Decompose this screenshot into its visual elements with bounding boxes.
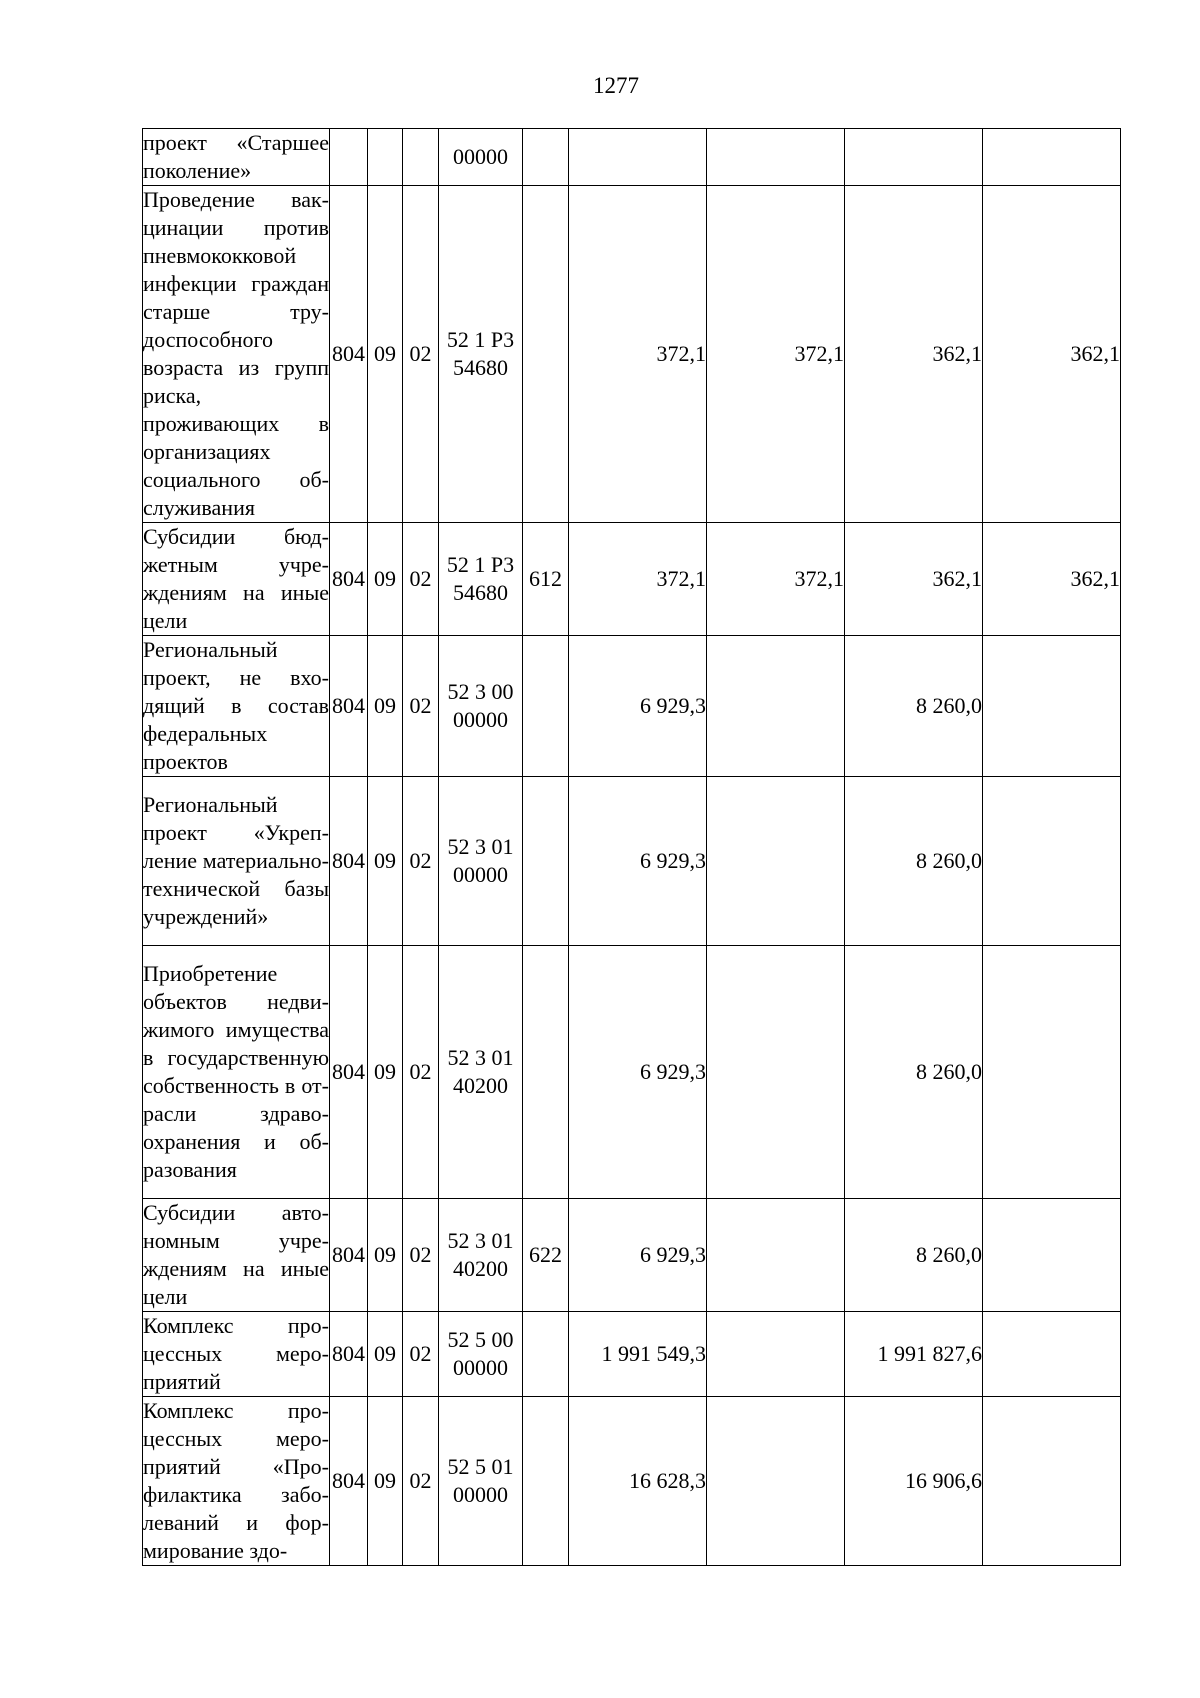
ministry-code-cell: 804 [330, 946, 368, 1199]
amount-cell-4 [983, 1397, 1121, 1566]
expense-type-cell [523, 1312, 569, 1397]
expense-type-cell [523, 636, 569, 777]
target-article-line: 52 1 Р3 [446, 327, 515, 352]
amount-cell-2: 372,1 [707, 186, 845, 523]
target-article-line: 54680 [453, 355, 508, 380]
table-row [143, 186, 1121, 523]
target-article-cell [439, 1397, 523, 1566]
expense-type-cell [523, 129, 569, 186]
row-name-cell: Приобретение объектов недвижимого имущества в государственную собственность в отрасли здравоохранения и образования [143, 946, 330, 1199]
ministry-code-cell: 804 [330, 1199, 368, 1312]
table-row [143, 946, 1121, 1199]
amount-cell-2: 372,1 [707, 523, 845, 636]
target-article-line: 40200 [453, 1256, 508, 1281]
amount-cell-3: 8 260,0 [845, 946, 983, 1199]
subsection-code-cell: 02 [403, 946, 439, 1199]
target-article-cell [439, 523, 523, 636]
target-article-line: 52 3 00 [447, 679, 514, 704]
amount-cell-1: 6 929,3 [569, 946, 707, 1199]
section-code-cell: 09 [368, 186, 403, 523]
amount-cell-1: 372,1 [569, 523, 707, 636]
amount-cell-4 [983, 777, 1121, 946]
subsection-code-cell: 02 [403, 636, 439, 777]
amount-cell-4 [983, 129, 1121, 186]
section-code-cell: 09 [368, 1199, 403, 1312]
expense-type-cell [523, 1397, 569, 1566]
amount-cell-4 [983, 946, 1121, 1199]
amount-cell-2 [707, 129, 845, 186]
row-name-cell: Комплекс процессных мероприятий «Профилактика заболеваний и формирование здо- [143, 1397, 330, 1566]
table-row [143, 1312, 1121, 1397]
section-code-cell: 09 [368, 1312, 403, 1397]
page-number: 1277 [593, 73, 639, 98]
amount-cell-2 [707, 1312, 845, 1397]
amount-cell-4 [983, 636, 1121, 777]
target-article-cell [439, 186, 523, 523]
target-article-line: 00000 [453, 707, 508, 732]
section-code-cell: 09 [368, 1397, 403, 1566]
target-article-line: 52 1 Р3 [446, 552, 515, 577]
subsection-code-cell: 02 [403, 777, 439, 946]
subsection-code-cell [403, 129, 439, 186]
target-article-line: 00000 [453, 1355, 508, 1380]
target-article-cell [439, 1199, 523, 1312]
target-article-cell [439, 129, 523, 186]
ministry-code-cell: 804 [330, 186, 368, 523]
table-row [143, 1397, 1121, 1566]
target-article-line: 00000 [453, 144, 508, 169]
section-code-cell: 09 [368, 523, 403, 636]
ministry-code-cell: 804 [330, 1312, 368, 1397]
amount-cell-1 [569, 129, 707, 186]
amount-cell-3: 16 906,6 [845, 1397, 983, 1566]
ministry-code-cell: 804 [330, 777, 368, 946]
amount-cell-4 [983, 1312, 1121, 1397]
row-name-cell: Субсидии автономным учреждениям на иные цели [143, 1199, 330, 1312]
target-article-line: 52 3 01 [447, 834, 514, 859]
amount-cell-3: 362,1 [845, 523, 983, 636]
row-name-cell: проект «Старшее поколение» [143, 129, 330, 186]
amount-cell-2 [707, 946, 845, 1199]
section-code-cell: 09 [368, 777, 403, 946]
amount-cell-1: 16 628,3 [569, 1397, 707, 1566]
target-article-line: 54680 [453, 580, 508, 605]
amount-cell-1: 372,1 [569, 186, 707, 523]
table-row [143, 777, 1121, 946]
target-article-line: 00000 [453, 862, 508, 887]
ministry-code-cell: 804 [330, 523, 368, 636]
table-row [143, 523, 1121, 636]
expense-type-cell [523, 777, 569, 946]
expense-type-cell [523, 946, 569, 1199]
table-row [143, 1199, 1121, 1312]
amount-cell-3: 8 260,0 [845, 777, 983, 946]
amount-cell-4 [983, 1199, 1121, 1312]
amount-cell-3: 8 260,0 [845, 636, 983, 777]
ministry-code-cell: 804 [330, 636, 368, 777]
row-name-cell: Комплекс процессных мероприятий [143, 1312, 330, 1397]
amount-cell-1: 6 929,3 [569, 636, 707, 777]
row-name-cell: Региональный проект «Укрепление материально-технической базы учреждений» [143, 777, 330, 946]
target-article-line: 52 5 00 [447, 1327, 514, 1352]
ministry-code-cell: 804 [330, 1397, 368, 1566]
expense-type-cell [523, 186, 569, 523]
amount-cell-2 [707, 1397, 845, 1566]
target-article-line: 52 3 01 [447, 1045, 514, 1070]
amount-cell-3: 8 260,0 [845, 1199, 983, 1312]
amount-cell-4: 362,1 [983, 523, 1121, 636]
amount-cell-2 [707, 1199, 845, 1312]
subsection-code-cell: 02 [403, 1199, 439, 1312]
target-article-line: 52 3 01 [447, 1228, 514, 1253]
amount-cell-3: 1 991 827,6 [845, 1312, 983, 1397]
subsection-code-cell: 02 [403, 186, 439, 523]
expense-type-cell: 612 [523, 523, 569, 636]
amount-cell-1: 6 929,3 [569, 1199, 707, 1312]
target-article-cell [439, 946, 523, 1199]
subsection-code-cell: 02 [403, 523, 439, 636]
amount-cell-1: 1 991 549,3 [569, 1312, 707, 1397]
amount-cell-3: 362,1 [845, 186, 983, 523]
target-article-line: 40200 [453, 1073, 508, 1098]
row-name-cell: Проведение вакцинации против пневмококковой инфекции граждан старше трудоспособного возраста из групп риска, проживающих в организациях социального обслуживания [143, 186, 330, 523]
target-article-line: 52 5 01 [447, 1454, 514, 1479]
row-name-cell: Субсидии бюджетным учреждениям на иные цели [143, 523, 330, 636]
table-row [143, 129, 1121, 186]
section-code-cell: 09 [368, 946, 403, 1199]
section-code-cell [368, 129, 403, 186]
budget-table [142, 128, 1121, 1566]
section-code-cell: 09 [368, 636, 403, 777]
subsection-code-cell: 02 [403, 1397, 439, 1566]
amount-cell-1: 6 929,3 [569, 777, 707, 946]
target-article-line: 00000 [453, 1482, 508, 1507]
target-article-cell [439, 777, 523, 946]
target-article-cell [439, 636, 523, 777]
table-row [143, 636, 1121, 777]
amount-cell-2 [707, 777, 845, 946]
amount-cell-2 [707, 636, 845, 777]
ministry-code-cell [330, 129, 368, 186]
amount-cell-3 [845, 129, 983, 186]
expense-type-cell: 622 [523, 1199, 569, 1312]
row-name-cell: Региональный проект, не входящий в состав федеральных проектов [143, 636, 330, 777]
subsection-code-cell: 02 [403, 1312, 439, 1397]
amount-cell-4: 362,1 [983, 186, 1121, 523]
target-article-cell [439, 1312, 523, 1397]
